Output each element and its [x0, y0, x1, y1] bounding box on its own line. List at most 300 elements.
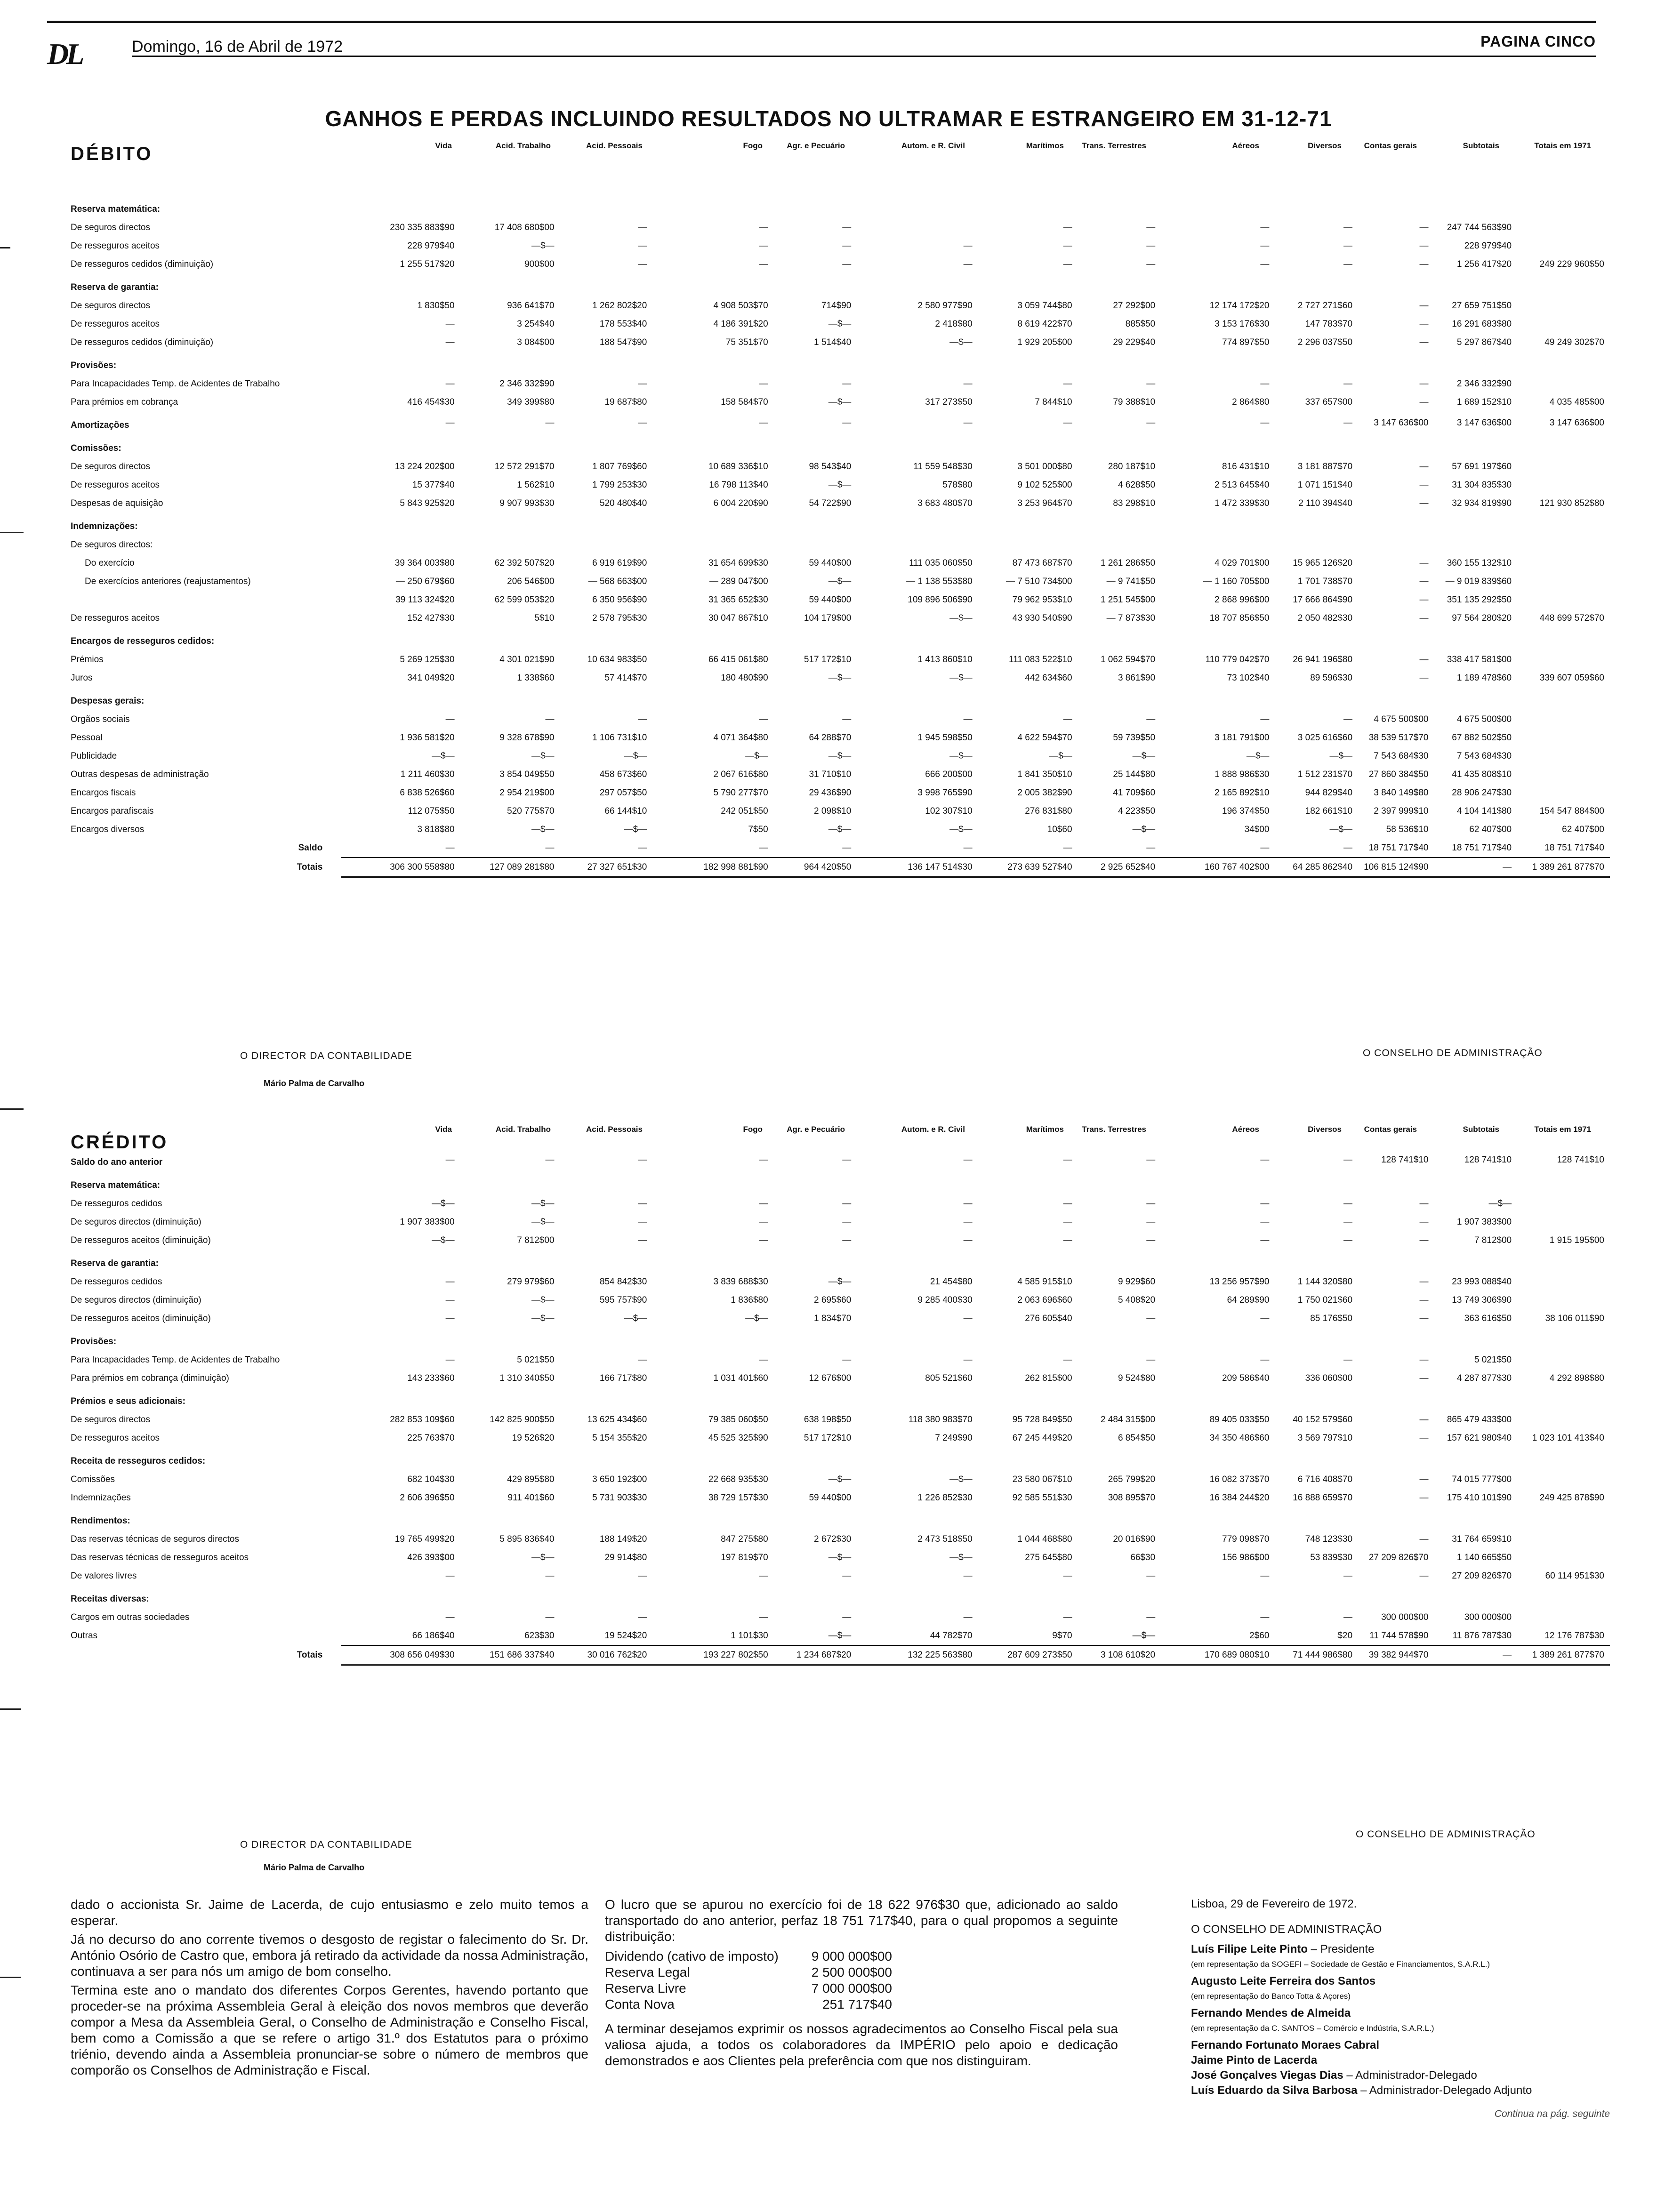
cell-value [1161, 273, 1275, 297]
column-header: Fogo [743, 1125, 763, 1134]
row-label: Totais [297, 1650, 323, 1660]
cell-value [774, 1250, 857, 1273]
cell-value: — [963, 1612, 973, 1622]
cell-value: —$— [745, 1313, 768, 1323]
cell-value: — [1146, 222, 1156, 232]
cell-value [1517, 457, 1610, 476]
cell-value: — [545, 1154, 555, 1165]
cell-value [978, 195, 1078, 218]
cell-value: 23 580 067$10 [1012, 1474, 1072, 1484]
cell-value: 92 585 551$30 [1012, 1492, 1072, 1503]
cell-value: 121 930 852$80 [1539, 498, 1604, 508]
table-row [71, 476, 1610, 494]
cell-value: 578$80 [942, 480, 973, 490]
cell-value: — [963, 1571, 973, 1581]
cell-value: 27 292$00 [1113, 300, 1156, 311]
cell-value [1078, 1387, 1161, 1411]
table-row [71, 375, 1610, 393]
cell-value: 429 895$80 [507, 1474, 555, 1484]
newspaper-logo: DL [47, 37, 82, 71]
cell-value: 2 067 616$80 [713, 769, 768, 779]
cell-value: —$— [949, 337, 973, 347]
cell-value: 12 676$00 [809, 1373, 852, 1383]
cell-value: — [759, 1354, 768, 1365]
cell-value: 228 979$40 [407, 240, 455, 251]
cell-value: —$— [1488, 1198, 1512, 1209]
cell-value: — [1063, 1612, 1072, 1622]
cell-value: 1 514$40 [814, 337, 852, 347]
cell-value: — [445, 842, 455, 853]
cell-value: 19 524$20 [604, 1630, 647, 1641]
cell-value: 16 384 244$20 [1209, 1492, 1270, 1503]
cell-value: 16 291 683$80 [1452, 319, 1512, 329]
cell-value [1078, 513, 1161, 536]
row-label: Reserva de garantia: [71, 282, 159, 292]
cell-value: 1 226 852$30 [917, 1492, 973, 1503]
cell-value: — [1419, 1373, 1429, 1383]
cell-value: —$— [949, 1474, 973, 1484]
cell-value [1434, 687, 1517, 710]
cell-value: 27 860 384$50 [1368, 769, 1429, 779]
report-text [71, 1897, 1610, 2179]
cell-value [1517, 572, 1610, 591]
cell-value: 1 338$60 [517, 673, 555, 683]
cell-value: — [1434, 1645, 1517, 1665]
cell-value [774, 1507, 857, 1530]
table-row [71, 1567, 1610, 1585]
cell-value: 2 098$10 [814, 806, 852, 816]
cell-value: 416 454$30 [407, 397, 455, 407]
cell-value: 748 123$30 [1305, 1534, 1353, 1544]
row-label: Receitas diversas: [71, 1594, 149, 1604]
table-row [71, 765, 1610, 784]
cell-value: 38 539 517$70 [1368, 732, 1429, 743]
cell-value: 3 147 636$00 [1456, 417, 1512, 428]
cell-value: 774 897$50 [1222, 337, 1270, 347]
cell-value: 15 965 126$20 [1293, 558, 1353, 568]
cell-value: —$— [828, 576, 852, 586]
cell-value [560, 1250, 653, 1273]
cell-value [1517, 434, 1610, 457]
cell-value [1434, 195, 1517, 218]
table-row [71, 1411, 1610, 1429]
cell-value [1275, 1171, 1358, 1194]
cell-value: 26 941 196$80 [1293, 654, 1353, 665]
cell-value: — [1419, 613, 1429, 623]
cell-value [978, 434, 1078, 457]
cell-value: — [1063, 417, 1072, 428]
cell-value [1078, 1507, 1161, 1530]
member-role: – Presidente [1308, 1943, 1375, 1956]
table-row [71, 609, 1610, 627]
cell-value: — [638, 378, 647, 389]
row-label: De resseguros cedidos (diminuição) [71, 337, 214, 347]
cell-value: 1 262 802$20 [592, 300, 647, 311]
distribution-row [605, 1996, 1118, 2012]
cell-value [1434, 627, 1517, 650]
cell-value: 132 225 563$80 [857, 1645, 978, 1665]
cell-value: 4 675 500$00 [1456, 714, 1512, 724]
row-label: Outras despesas de administração [71, 769, 209, 779]
row-label [71, 591, 341, 609]
table-row [71, 218, 1610, 237]
cell-value [460, 536, 560, 554]
cell-value: — 1 138 553$80 [906, 576, 973, 586]
cell-value: 1 106 731$10 [592, 732, 647, 743]
cell-value: — 7 510 734$00 [1006, 576, 1072, 586]
table-row [71, 839, 1610, 858]
cell-value: 5$10 [534, 613, 555, 623]
cell-value [1434, 1447, 1517, 1470]
cell-value: 282 853 109$60 [390, 1414, 455, 1425]
cell-value: 66$30 [1130, 1552, 1156, 1563]
cell-value: — [1419, 1313, 1429, 1323]
cell-value [560, 1328, 653, 1351]
cell-value [774, 352, 857, 375]
cell-value: 3 059 744$80 [1017, 300, 1072, 311]
cell-value: 11 744 578$90 [1369, 1630, 1429, 1641]
page-label: PAGINA CINCO [1480, 33, 1596, 50]
cell-value [1517, 1548, 1610, 1567]
cell-value: 9 102 525$00 [1017, 480, 1072, 490]
cell-value [560, 1507, 653, 1530]
cell-value: — [1260, 1198, 1270, 1209]
row-label: Para prémios em cobrança (diminuição) [71, 1373, 229, 1383]
margin-mark [0, 532, 24, 533]
cell-value [857, 536, 978, 554]
cell-value [857, 513, 978, 536]
table-row [71, 513, 1610, 536]
row-label: Despesas gerais: [71, 696, 145, 706]
column-header: Autom. e R. Civil [901, 141, 965, 150]
cell-value: 4 622 594$70 [1017, 732, 1072, 743]
masthead-rule [132, 56, 1596, 57]
board-member [1191, 2038, 1610, 2053]
cell-value: — 289 047$00 [709, 576, 768, 586]
cell-value: 276 605$40 [1025, 1313, 1072, 1323]
cell-value: 59 440$00 [809, 558, 852, 568]
cell-value: — [1419, 240, 1429, 251]
cell-value: 175 410 101$90 [1447, 1492, 1512, 1503]
member-name: José Gonçalves Viegas Dias [1191, 2069, 1343, 2082]
cell-value: 27 209 826$70 [1452, 1571, 1512, 1581]
cell-value: — [545, 417, 555, 428]
cell-value: — [1419, 654, 1429, 665]
member-representation: (em representação do Banco Totta & Açores) [1191, 1992, 1351, 2001]
cell-value: 30 047 867$10 [708, 613, 768, 623]
cell-value: 62 407$00 [1469, 824, 1512, 834]
cell-value: 39 113 324$20 [395, 594, 455, 605]
row-label: Reserva matemática: [71, 204, 161, 214]
cell-value: — [963, 1313, 973, 1323]
cell-value: 5 269 125$30 [400, 654, 455, 665]
cell-value: — [759, 417, 768, 428]
cell-value: 638 198$50 [804, 1414, 852, 1425]
cell-value: 5 895 836$40 [499, 1534, 555, 1544]
cell-value: 1 256 417$20 [1456, 259, 1512, 269]
cell-value [1358, 1585, 1434, 1608]
cell-value [1275, 513, 1358, 536]
cell-value: —$— [949, 1552, 973, 1563]
paragraph: Já no decurso do ano corrente tivemos o desgosto de registar o falecimento do Sr. Dr. António Osório de Castro que, embora já retirado da actividade da nossa Administração, continuava a ser para nós um amigo de bom conselho. [71, 1932, 588, 1979]
table-row [71, 1489, 1610, 1507]
cell-value [1434, 1507, 1517, 1530]
cell-value: — [1343, 417, 1353, 428]
column-header: Autom. e R. Civil [901, 1125, 965, 1134]
cell-value: 865 479 433$00 [1447, 1414, 1512, 1425]
cell-value: 3 650 192$00 [592, 1474, 647, 1484]
member-representation: (em representação da SOGEFI – Sociedade de Gestão e Financiamentos, S.A.R.L.) [1191, 1960, 1490, 1969]
cell-value: —$— [949, 673, 973, 683]
debit-signature-director: O DIRECTOR DA CONTABILIDADE [240, 1050, 412, 1061]
cell-value [1517, 237, 1610, 255]
paragraph: Termina este ano o mandato dos diferentes Corpos Gerentes, havendo portanto que proceder-se na próxima Assembleia Geral à eleição dos novos membros que deverão compor a Mesa da Assembleia Geral, o Conselho de Administração e Conselho Fiscal, bem como a Comissão a que se refere o artigo 31.º dos Estatutos para o próximo triénio, devendo ainda a Assembleia pronunciar-se sobre o número de membros que comporão os Conselhos de Administração e Fiscal. [71, 1983, 588, 2077]
cell-value: — [445, 1612, 455, 1622]
cell-value: — [1260, 1154, 1270, 1165]
column-header: Aéreos [1232, 141, 1259, 150]
cell-value: 2 473 518$50 [917, 1534, 973, 1544]
cell-value: — 7 873$30 [1106, 613, 1156, 623]
cell-value: 5 021$50 [517, 1354, 555, 1365]
cell-value [1434, 1387, 1517, 1411]
cell-value: — [1419, 300, 1429, 311]
cell-value: 154 547 884$00 [1539, 806, 1604, 816]
row-label: De resseguros aceitos (diminuição) [71, 1235, 211, 1245]
cell-value: — [1146, 1154, 1156, 1165]
table-row [71, 729, 1610, 747]
cell-value: — 250 679$60 [395, 576, 455, 586]
cell-value: 8 619 422$70 [1017, 319, 1072, 329]
credit-heading: CRÉDITO [71, 1132, 169, 1153]
statement-title: GANHOS E PERDAS INCLUINDO RESULTADOS NO ULTRAMAR E ESTRANGEIRO EM 31-12-71 [325, 106, 1332, 131]
cell-value: 1 562$10 [517, 480, 555, 490]
cell-value: 5 408$20 [1118, 1295, 1156, 1305]
table-row [71, 393, 1610, 411]
cell-value: 23 993 088$40 [1452, 1276, 1512, 1287]
table-row [71, 434, 1610, 457]
cell-value [978, 273, 1078, 297]
cell-value: —$— [1246, 751, 1270, 761]
cell-value [341, 1387, 460, 1411]
row-label: Cargos em outras sociedades [71, 1612, 190, 1622]
cell-value: 2 063 696$60 [1017, 1295, 1072, 1305]
cell-value: 31 365 652$30 [708, 594, 768, 605]
cell-value: 2 864$80 [1232, 397, 1270, 407]
cell-value: 39 382 944$70 [1358, 1645, 1434, 1665]
cell-value: 41 709$60 [1113, 787, 1156, 798]
row-label: Encargos fiscais [71, 787, 136, 798]
cell-value: 1 701 738$70 [1297, 576, 1353, 586]
cell-value: 27 659 751$50 [1452, 300, 1512, 311]
board-member [1191, 2083, 1610, 2098]
cell-value: 22 668 935$30 [708, 1474, 768, 1484]
cell-value: — [1419, 378, 1429, 389]
cell-value [652, 1447, 773, 1470]
cell-value: 1 062 594$70 [1100, 654, 1156, 665]
cell-value: 1 023 101 413$40 [1532, 1433, 1604, 1443]
cell-value [1275, 434, 1358, 457]
cell-value [652, 195, 773, 218]
cell-value: — [963, 1198, 973, 1209]
cell-value: — [1260, 417, 1270, 428]
cell-value [341, 1328, 460, 1351]
cell-value [560, 434, 653, 457]
cell-value: —$— [531, 1295, 555, 1305]
table-row [71, 411, 1610, 434]
cell-value: 5 731 903$30 [592, 1492, 647, 1503]
table-row [71, 457, 1610, 476]
cell-value: 64 288$70 [809, 732, 852, 743]
cell-value [341, 627, 460, 650]
cell-value: — 9 741$50 [1106, 576, 1156, 586]
cell-value: — [638, 240, 647, 251]
cell-value [560, 536, 653, 554]
cell-value [774, 434, 857, 457]
cell-value: 225 763$70 [407, 1433, 455, 1443]
cell-value: 106 815 124$90 [1358, 858, 1434, 877]
cell-value [1517, 195, 1610, 218]
cell-value [978, 687, 1078, 710]
cell-value: 66 415 061$80 [708, 654, 768, 665]
cell-value: 182 661$10 [1305, 806, 1353, 816]
cell-value: 517 172$10 [804, 1433, 852, 1443]
cell-value: — [1343, 1612, 1353, 1622]
row-label: De valores livres [71, 1571, 137, 1581]
member-role: – Administrador-Delegado [1343, 2069, 1477, 2082]
cell-value: 339 607 059$60 [1539, 673, 1604, 683]
row-label: Prémios [71, 654, 104, 665]
cell-value: 341 049$20 [407, 673, 455, 683]
row-label: De resseguros aceitos [71, 240, 160, 251]
cell-value [1161, 627, 1275, 650]
cell-value: 3 025 616$60 [1297, 732, 1353, 743]
cell-value [1434, 1328, 1517, 1351]
cell-value: — [1343, 259, 1353, 269]
cell-value: — [842, 1612, 852, 1622]
cell-value: — [445, 1295, 455, 1305]
table-row [71, 1213, 1610, 1231]
cell-value [1517, 591, 1610, 609]
continued-note: Continua na pág. seguinte [1494, 2108, 1610, 2119]
cell-value: 442 634$60 [1025, 673, 1072, 683]
margin-mark [0, 1108, 24, 1110]
cell-value: — [1419, 1198, 1429, 1209]
cell-value: 4 287 877$30 [1456, 1373, 1512, 1383]
cell-value: 12 572 291$70 [494, 461, 555, 472]
row-label: Juros [71, 673, 93, 683]
row-label: De seguros directos [71, 222, 150, 232]
text-column-3 [1191, 1897, 1610, 2122]
cell-value: 109 896 506$90 [908, 594, 973, 605]
cell-value: — [1063, 378, 1072, 389]
cell-value [857, 1387, 978, 1411]
cell-value [1078, 536, 1161, 554]
cell-value: 2 050 482$30 [1297, 613, 1353, 623]
row-label: Despesas de aquisição [71, 498, 163, 508]
cell-value: — [1419, 558, 1429, 568]
cell-value [1078, 273, 1161, 297]
cell-value: 79 385 060$50 [708, 1414, 768, 1425]
cell-value: — [1260, 1571, 1270, 1581]
cell-value: 5 843 925$20 [400, 498, 455, 508]
cell-value: — [963, 1354, 973, 1365]
cell-value: 16 798 113$40 [709, 480, 768, 490]
cell-value [1517, 1411, 1610, 1429]
cell-value: — [1419, 1474, 1429, 1484]
cell-value: —$— [531, 240, 555, 251]
cell-value: 75 351$70 [725, 337, 768, 347]
row-label: De resseguros cedidos [71, 1198, 162, 1209]
cell-value: 4 029 701$00 [1215, 558, 1270, 568]
cell-value: — [545, 1612, 555, 1622]
cell-value: —$— [531, 1217, 555, 1227]
cell-value: 1 140 665$50 [1456, 1552, 1512, 1563]
cell-value: 4 223$50 [1118, 806, 1156, 816]
cell-value [341, 687, 460, 710]
column-header: Acid. Pessoais [586, 1125, 643, 1134]
cell-value: 170 689 080$10 [1161, 1645, 1275, 1665]
cell-value [1517, 513, 1610, 536]
cell-value: 1 907 383$00 [1456, 1217, 1512, 1227]
cell-value: 1 234 687$20 [774, 1645, 857, 1665]
cell-value: 58 536$10 [1386, 824, 1429, 834]
cell-value: 280 187$10 [1108, 461, 1156, 472]
cell-value: 9 328 678$90 [499, 732, 555, 743]
cell-value [460, 627, 560, 650]
cell-value [1434, 1171, 1517, 1194]
cell-value: 6 350 956$90 [592, 594, 647, 605]
cell-value: 18 751 717$40 [1544, 842, 1604, 853]
column-header: Agr. e Pecuário [787, 141, 845, 150]
cell-value: 18 707 856$50 [1209, 613, 1270, 623]
cell-value: 59 739$50 [1113, 732, 1156, 743]
cell-value: 157 621 980$40 [1447, 1433, 1512, 1443]
cell-value: —$— [828, 1552, 852, 1563]
cell-value: — [1063, 714, 1072, 724]
cell-value [1161, 434, 1275, 457]
cell-value: 1 251 545$00 [1100, 594, 1156, 605]
cell-value: 1 261 286$50 [1100, 558, 1156, 568]
cell-value: — [1419, 461, 1429, 472]
table-row [71, 747, 1610, 765]
row-label: De seguros directos [71, 461, 150, 472]
table-row [71, 1250, 1610, 1273]
column-header: Marítimos [1026, 141, 1064, 150]
cell-value: 180 480$90 [721, 673, 768, 683]
column-header: Trans. Terrestres [1082, 141, 1146, 150]
row-label: Orgãos sociais [71, 714, 130, 724]
cell-value [1517, 297, 1610, 315]
cell-value: — [759, 1154, 768, 1165]
cell-value [1517, 1470, 1610, 1489]
row-label: Pessoal [71, 732, 103, 743]
cell-value: —$— [432, 1235, 455, 1245]
cell-value: 142 825 900$50 [490, 1414, 555, 1425]
column-header: Fogo [743, 141, 763, 150]
cell-value: —$— [1132, 751, 1156, 761]
cell-value: — [545, 842, 555, 853]
cell-value: 10 634 983$50 [587, 654, 647, 665]
cell-value: 2 925 652$40 [1078, 858, 1161, 877]
cell-value [1434, 352, 1517, 375]
cell-value: 4 585 915$10 [1017, 1276, 1072, 1287]
cell-value: 4 301 021$90 [499, 654, 555, 665]
cell-value: — [445, 378, 455, 389]
cell-value: 27 209 826$70 [1368, 1552, 1429, 1563]
cell-value: 2$60 [1249, 1630, 1270, 1641]
row-label: De resseguros cedidos (diminuição) [71, 259, 214, 269]
cell-value [1358, 513, 1434, 536]
